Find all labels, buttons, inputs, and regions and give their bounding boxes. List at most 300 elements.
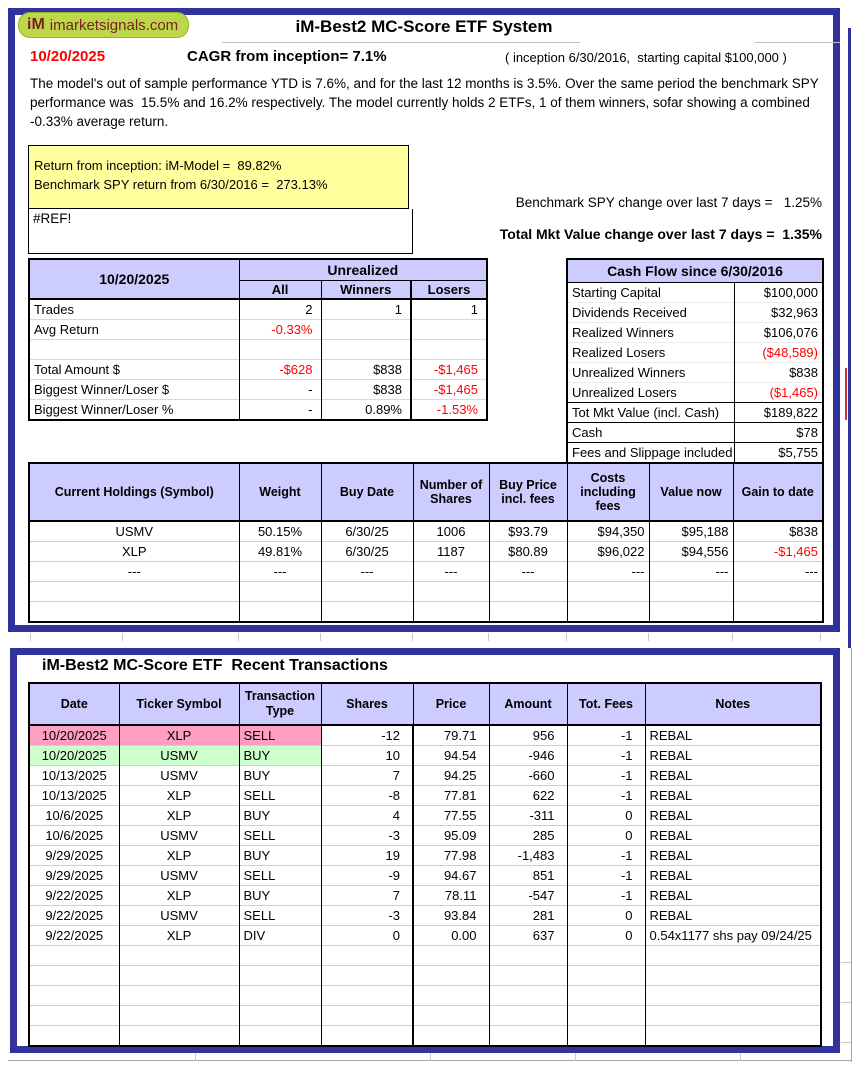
current-holdings-table bbox=[28, 462, 824, 623]
unrealized-date-header: 10/20/2025 bbox=[29, 259, 239, 299]
cell bbox=[489, 1006, 567, 1026]
cell bbox=[649, 602, 733, 623]
cell-notes: REBAL bbox=[645, 906, 821, 926]
row-label: Unrealized Losers bbox=[567, 383, 734, 403]
logo-im-mark: iM bbox=[27, 16, 45, 33]
cell: -1 bbox=[567, 746, 645, 766]
table-row bbox=[29, 360, 487, 380]
page-edge-line-vertical bbox=[851, 648, 852, 1062]
cell: -1 bbox=[567, 786, 645, 806]
table-row bbox=[29, 683, 821, 725]
table-row bbox=[29, 400, 487, 421]
grid-stub bbox=[648, 633, 649, 641]
cell bbox=[29, 946, 119, 966]
cell: 285 bbox=[489, 826, 567, 846]
cell bbox=[567, 602, 649, 623]
cell: 95.09 bbox=[413, 826, 489, 846]
table-row bbox=[567, 259, 823, 283]
cell: - bbox=[239, 400, 321, 421]
cell-notes: REBAL bbox=[645, 886, 821, 906]
holding-row bbox=[29, 542, 823, 562]
cell: -$1,465 bbox=[733, 542, 823, 562]
table-row bbox=[567, 443, 823, 464]
transaction-row bbox=[29, 986, 821, 1006]
grid-stub bbox=[740, 1053, 741, 1061]
cell: -8 bbox=[321, 786, 413, 806]
col-header-costs: Costs including fees bbox=[567, 463, 649, 521]
cell: -1 bbox=[567, 866, 645, 886]
cell: $32,963 bbox=[734, 303, 823, 323]
cell-date: 9/22/2025 bbox=[29, 926, 119, 946]
cell: -3 bbox=[321, 906, 413, 926]
cell: -1 bbox=[567, 725, 645, 746]
cell: --- bbox=[567, 562, 649, 582]
cell: 0.89% bbox=[321, 400, 411, 421]
unrealized-summary-table bbox=[28, 258, 488, 421]
row-label: Tot Mkt Value (incl. Cash) bbox=[567, 403, 734, 423]
transaction-row bbox=[29, 926, 821, 946]
cell: 6/30/25 bbox=[321, 521, 413, 542]
cell: $94,556 bbox=[649, 542, 733, 562]
cell-ticker: XLP bbox=[119, 886, 239, 906]
cropped-right-panel-border bbox=[848, 28, 851, 648]
cell bbox=[119, 1006, 239, 1026]
grid-stub bbox=[566, 633, 567, 641]
table-row bbox=[567, 323, 823, 343]
cell: 0 bbox=[567, 806, 645, 826]
col-header-value-now: Value now bbox=[649, 463, 733, 521]
cell: 0 bbox=[567, 926, 645, 946]
table-row bbox=[29, 259, 487, 281]
unrealized-group-header: Unrealized bbox=[239, 259, 487, 281]
cell-date: 9/29/2025 bbox=[29, 846, 119, 866]
cell-ticker: USMV bbox=[119, 906, 239, 926]
col-header-type: Transaction Type bbox=[239, 683, 321, 725]
cell-ticker: XLP bbox=[119, 926, 239, 946]
transaction-row bbox=[29, 826, 821, 846]
cell: $838 bbox=[321, 380, 411, 400]
cell bbox=[733, 582, 823, 602]
cell: 50.15% bbox=[239, 521, 321, 542]
cell-notes: REBAL bbox=[645, 826, 821, 846]
cell bbox=[119, 1026, 239, 1047]
row-label: Cash bbox=[567, 423, 734, 443]
grid-line bbox=[222, 42, 580, 43]
transaction-row bbox=[29, 906, 821, 926]
cell bbox=[29, 966, 119, 986]
cell: --- bbox=[239, 562, 321, 582]
cell: $94,350 bbox=[567, 521, 649, 542]
cell-ticker: XLP bbox=[119, 846, 239, 866]
cell: 622 bbox=[489, 786, 567, 806]
cell: 0.00 bbox=[413, 926, 489, 946]
cell: 19 bbox=[321, 846, 413, 866]
cell bbox=[321, 946, 413, 966]
cell-symbol: XLP bbox=[29, 542, 239, 562]
cell-type: SELL bbox=[239, 906, 321, 926]
cell: 851 bbox=[489, 866, 567, 886]
col-header-price: Price bbox=[413, 683, 489, 725]
cell bbox=[645, 946, 821, 966]
cell bbox=[239, 986, 321, 1006]
cell: -12 bbox=[321, 725, 413, 746]
col-header-date: Date bbox=[29, 683, 119, 725]
cell-date: 10/20/2025 bbox=[29, 746, 119, 766]
transaction-row bbox=[29, 806, 821, 826]
transaction-row bbox=[29, 886, 821, 906]
report-date: 10/20/2025 bbox=[30, 48, 106, 65]
cell: -311 bbox=[489, 806, 567, 826]
cell: 1 bbox=[411, 299, 487, 320]
cell: - bbox=[239, 380, 321, 400]
cell-ticker: XLP bbox=[119, 806, 239, 826]
grid-stub bbox=[30, 633, 31, 641]
cell: --- bbox=[649, 562, 733, 582]
cell-date: 9/22/2025 bbox=[29, 906, 119, 926]
cell bbox=[413, 1006, 489, 1026]
logo-domain-text: imarketsignals.com bbox=[49, 16, 179, 34]
row-label: Biggest Winner/Loser % bbox=[29, 400, 239, 421]
cell: 93.84 bbox=[413, 906, 489, 926]
row-label bbox=[29, 340, 239, 360]
cell bbox=[321, 602, 413, 623]
cell bbox=[567, 1026, 645, 1047]
grid-stub bbox=[575, 1053, 576, 1061]
cell: 7 bbox=[321, 766, 413, 786]
cell: $96,022 bbox=[567, 542, 649, 562]
transaction-row bbox=[29, 1006, 821, 1026]
cell bbox=[413, 1026, 489, 1047]
col-header-all: All bbox=[239, 281, 321, 300]
cell: --- bbox=[733, 562, 823, 582]
cell-ticker: USMV bbox=[119, 826, 239, 846]
cell: 0 bbox=[567, 906, 645, 926]
cell: 77.81 bbox=[413, 786, 489, 806]
cell: ($48,589) bbox=[734, 343, 823, 363]
cell bbox=[413, 582, 489, 602]
table-row bbox=[567, 403, 823, 423]
transaction-row bbox=[29, 786, 821, 806]
cell: 1187 bbox=[413, 542, 489, 562]
cell: -3 bbox=[321, 826, 413, 846]
cell bbox=[489, 602, 567, 623]
cagr-line: CAGR from inception= 7.1% bbox=[187, 48, 387, 65]
grid-stub bbox=[122, 633, 123, 641]
cell: -$1,465 bbox=[411, 360, 487, 380]
cell bbox=[239, 946, 321, 966]
cell: --- bbox=[489, 562, 567, 582]
cell bbox=[645, 1006, 821, 1026]
cell bbox=[489, 946, 567, 966]
transaction-row bbox=[29, 966, 821, 986]
grid-stub bbox=[841, 1002, 851, 1003]
ref-error-box: #REF! bbox=[28, 209, 413, 254]
cell-notes: REBAL bbox=[645, 766, 821, 786]
col-header-winners: Winners bbox=[321, 281, 411, 300]
grid-stub bbox=[841, 1042, 851, 1043]
row-label: Realized Winners bbox=[567, 323, 734, 343]
inception-note: ( inception 6/30/2016, starting capital $100,000 ) bbox=[505, 50, 787, 65]
cell: 49.81% bbox=[239, 542, 321, 562]
cell-date: 9/22/2025 bbox=[29, 886, 119, 906]
table-row bbox=[567, 283, 823, 303]
table-row bbox=[29, 463, 823, 521]
cell: 94.54 bbox=[413, 746, 489, 766]
cell: 94.67 bbox=[413, 866, 489, 886]
cell-date: 9/29/2025 bbox=[29, 866, 119, 886]
cell bbox=[29, 1006, 119, 1026]
cell: 79.71 bbox=[413, 725, 489, 746]
cell bbox=[489, 986, 567, 1006]
cell-date: 10/13/2025 bbox=[29, 786, 119, 806]
grid-stub bbox=[320, 633, 321, 641]
cell: -547 bbox=[489, 886, 567, 906]
table-row bbox=[567, 303, 823, 323]
transaction-row bbox=[29, 866, 821, 886]
cell: 94.25 bbox=[413, 766, 489, 786]
cell: --- bbox=[321, 562, 413, 582]
grid-stub bbox=[488, 633, 489, 641]
col-header-buy-date: Buy Date bbox=[321, 463, 413, 521]
cell: $78 bbox=[734, 423, 823, 443]
cell: 4 bbox=[321, 806, 413, 826]
mkt-value-7day-change-line: Total Mkt Value change over last 7 days = 1.35% bbox=[499, 226, 822, 242]
cell: -$628 bbox=[239, 360, 321, 380]
cell-ticker: USMV bbox=[119, 766, 239, 786]
cell bbox=[321, 986, 413, 1006]
cell-type: BUY bbox=[239, 806, 321, 826]
cell: $838 bbox=[734, 363, 823, 383]
grid-stub bbox=[430, 1053, 431, 1061]
cell: -660 bbox=[489, 766, 567, 786]
col-header-shares: Number of Shares bbox=[413, 463, 489, 521]
table-row bbox=[567, 383, 823, 403]
cell bbox=[413, 946, 489, 966]
cell bbox=[239, 602, 321, 623]
cell bbox=[411, 320, 487, 340]
cell bbox=[321, 320, 411, 340]
cell-type: SELL bbox=[239, 866, 321, 886]
cell-ticker: USMV bbox=[119, 866, 239, 886]
cell: $100,000 bbox=[734, 283, 823, 303]
cell bbox=[239, 966, 321, 986]
grid-stub bbox=[820, 633, 821, 641]
cell bbox=[567, 1006, 645, 1026]
cell-symbol: USMV bbox=[29, 521, 239, 542]
transaction-row bbox=[29, 946, 821, 966]
transaction-row bbox=[29, 1026, 821, 1047]
cell bbox=[321, 1026, 413, 1047]
cell: $80.89 bbox=[489, 542, 567, 562]
grid-stub bbox=[238, 633, 239, 641]
col-header-amount: Amount bbox=[489, 683, 567, 725]
cell bbox=[733, 602, 823, 623]
cash-flow-table bbox=[566, 258, 824, 464]
cell bbox=[239, 582, 321, 602]
cell: $93.79 bbox=[489, 521, 567, 542]
cell: --- bbox=[413, 562, 489, 582]
transaction-row bbox=[29, 766, 821, 786]
col-header-losers: Losers bbox=[411, 281, 487, 300]
table-row bbox=[567, 423, 823, 443]
cell bbox=[413, 986, 489, 1006]
cell: $95,188 bbox=[649, 521, 733, 542]
cell: --- bbox=[29, 562, 239, 582]
row-label: Starting Capital bbox=[567, 283, 734, 303]
col-header-gain: Gain to date bbox=[733, 463, 823, 521]
cell: $838 bbox=[733, 521, 823, 542]
cell bbox=[239, 1026, 321, 1047]
cell bbox=[489, 582, 567, 602]
cell-type: BUY bbox=[239, 746, 321, 766]
cell: -0.33% bbox=[239, 320, 321, 340]
cell-type: SELL bbox=[239, 725, 321, 746]
table-row bbox=[29, 299, 487, 320]
cell-notes: REBAL bbox=[645, 725, 821, 746]
cell: -1,483 bbox=[489, 846, 567, 866]
cell bbox=[567, 966, 645, 986]
cell: 77.98 bbox=[413, 846, 489, 866]
cell bbox=[29, 1026, 119, 1047]
col-header-fees: Tot. Fees bbox=[567, 683, 645, 725]
table-row bbox=[29, 320, 487, 340]
cell bbox=[119, 966, 239, 986]
cell: $5,755 bbox=[734, 443, 823, 464]
cell: $189,822 bbox=[734, 403, 823, 423]
holding-row bbox=[29, 602, 823, 623]
cell: -1 bbox=[567, 886, 645, 906]
cell: 0 bbox=[321, 926, 413, 946]
cell-type: BUY bbox=[239, 886, 321, 906]
holding-row bbox=[29, 582, 823, 602]
cell: -946 bbox=[489, 746, 567, 766]
cell bbox=[29, 986, 119, 1006]
grid-stub bbox=[412, 633, 413, 641]
cell: 77.55 bbox=[413, 806, 489, 826]
cell bbox=[119, 946, 239, 966]
cell bbox=[645, 986, 821, 1006]
performance-description: The model's out of sample performance YTD is 7.6%, and for the last 12 months is 3.5%. Over the same period the benchmark SPY performance was 15.5% and 16.2% respectively. The model currently holds 2 ETFs, 1 of them winners, sofar showing a combined -0.33% average return. bbox=[30, 76, 823, 129]
returns-summary-box bbox=[28, 145, 409, 209]
cell bbox=[411, 340, 487, 360]
cash-flow-title: Cash Flow since 6/30/2016 bbox=[567, 259, 823, 283]
cell: 6/30/25 bbox=[321, 542, 413, 562]
cell bbox=[645, 1026, 821, 1047]
cell-notes: REBAL bbox=[645, 866, 821, 886]
cell: 2 bbox=[239, 299, 321, 320]
spy-7day-change-line: Benchmark SPY change over last 7 days = 1.25% bbox=[515, 195, 822, 210]
cell-type: DIV bbox=[239, 926, 321, 946]
cell-type: BUY bbox=[239, 766, 321, 786]
cell-date: 10/6/2025 bbox=[29, 806, 119, 826]
row-label: Realized Losers bbox=[567, 343, 734, 363]
cell bbox=[119, 986, 239, 1006]
cell: 0 bbox=[567, 826, 645, 846]
cell-notes: REBAL bbox=[645, 846, 821, 866]
cell: ($1,465) bbox=[734, 383, 823, 403]
benchmark-return-line: Benchmark SPY return from 6/30/2016 = 273.13% bbox=[34, 177, 328, 192]
cell: -1 bbox=[567, 846, 645, 866]
col-header-ticker: Ticker Symbol bbox=[119, 683, 239, 725]
row-label: Dividends Received bbox=[567, 303, 734, 323]
holding-row bbox=[29, 521, 823, 542]
cell bbox=[413, 966, 489, 986]
cell-ticker: USMV bbox=[119, 746, 239, 766]
cell-type: SELL bbox=[239, 786, 321, 806]
col-header-shares: Shares bbox=[321, 683, 413, 725]
cell: 637 bbox=[489, 926, 567, 946]
holding-row bbox=[29, 562, 823, 582]
transactions-title: iM-Best2 MC-Score ETF Recent Transactions bbox=[42, 657, 388, 674]
col-header-buy-price: Buy Price incl. fees bbox=[489, 463, 567, 521]
cell-date: 10/13/2025 bbox=[29, 766, 119, 786]
cell-date: 10/20/2025 bbox=[29, 725, 119, 746]
grid-stub bbox=[841, 962, 851, 963]
cell bbox=[645, 966, 821, 986]
cell bbox=[239, 1006, 321, 1026]
cell bbox=[489, 966, 567, 986]
cell: 956 bbox=[489, 725, 567, 746]
col-header-holdings: Current Holdings (Symbol) bbox=[29, 463, 239, 521]
page-title: iM-Best2 MC-Score ETF System bbox=[295, 17, 553, 36]
cell bbox=[567, 986, 645, 1006]
row-label: Total Amount $ bbox=[29, 360, 239, 380]
cell: 7 bbox=[321, 886, 413, 906]
cell: -1 bbox=[567, 766, 645, 786]
cell bbox=[321, 1006, 413, 1026]
grid-stub bbox=[195, 1053, 196, 1061]
cell: 1 bbox=[321, 299, 411, 320]
cell: 281 bbox=[489, 906, 567, 926]
table-row bbox=[567, 363, 823, 383]
recent-transactions-table bbox=[28, 682, 822, 1047]
cell: $106,076 bbox=[734, 323, 823, 343]
cell bbox=[29, 582, 239, 602]
cell-ticker: XLP bbox=[119, 725, 239, 746]
cell: 10 bbox=[321, 746, 413, 766]
cell-notes: REBAL bbox=[645, 806, 821, 826]
col-header-weight: Weight bbox=[239, 463, 321, 521]
cell-type: BUY bbox=[239, 846, 321, 866]
cell bbox=[413, 602, 489, 623]
cell: -$1,465 bbox=[411, 380, 487, 400]
cell: -9 bbox=[321, 866, 413, 886]
table-row bbox=[567, 343, 823, 363]
cell bbox=[567, 582, 649, 602]
cell bbox=[321, 966, 413, 986]
cell bbox=[321, 582, 413, 602]
table-row bbox=[29, 380, 487, 400]
cell bbox=[239, 340, 321, 360]
cell-ticker: XLP bbox=[119, 786, 239, 806]
cell: $838 bbox=[321, 360, 411, 380]
transaction-row bbox=[29, 746, 821, 766]
cell bbox=[649, 582, 733, 602]
table-row bbox=[29, 340, 487, 360]
transaction-row bbox=[29, 846, 821, 866]
cell-notes: REBAL bbox=[645, 746, 821, 766]
transaction-row bbox=[29, 725, 821, 746]
row-label: Fees and Slippage included bbox=[567, 443, 734, 464]
cell-date: 10/6/2025 bbox=[29, 826, 119, 846]
cell: 1006 bbox=[413, 521, 489, 542]
cell-type: SELL bbox=[239, 826, 321, 846]
cell-notes: REBAL bbox=[645, 786, 821, 806]
grid-stub bbox=[732, 633, 733, 641]
cell bbox=[489, 1026, 567, 1047]
row-label: Trades bbox=[29, 299, 239, 320]
cell bbox=[567, 946, 645, 966]
